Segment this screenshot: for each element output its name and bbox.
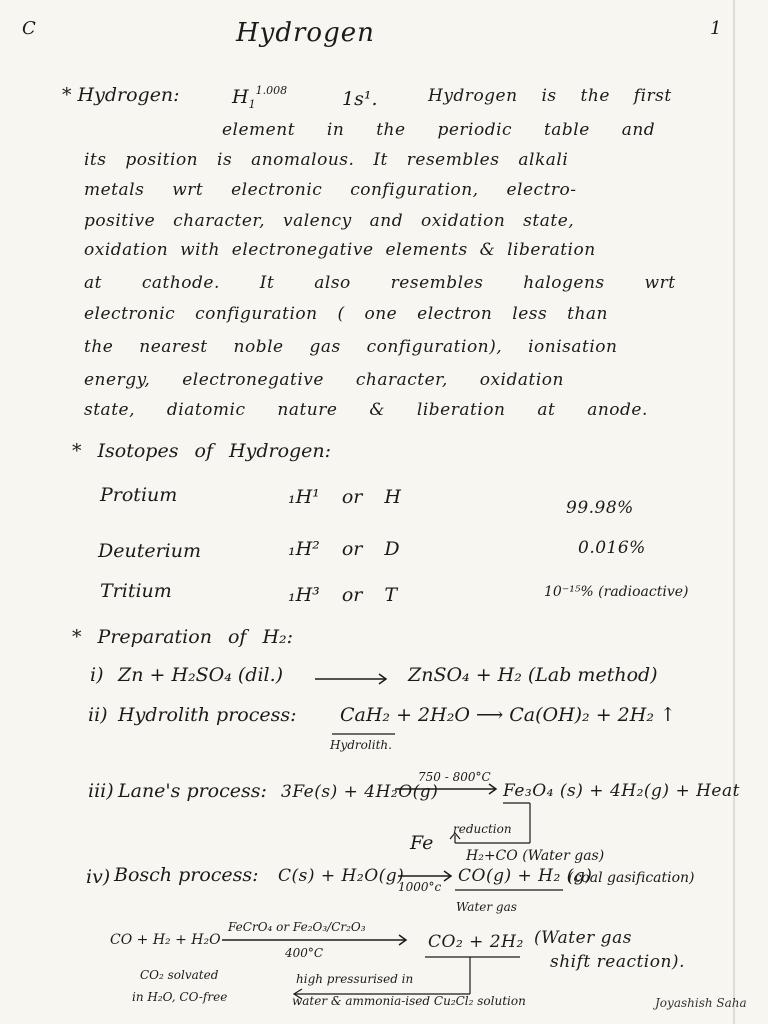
method-4-label: Bosch process:: [114, 864, 259, 886]
shift-lhs: CO + H₂ + H₂O: [110, 932, 221, 948]
symbol-text: H: [232, 86, 249, 108]
isotope-notation-tritium: ₁H³ or T: [288, 584, 398, 606]
isotope-notation-deuterium: ₁H² or D: [288, 538, 400, 560]
method-2-number: ii): [88, 704, 108, 726]
isotope-abundance-protium: 99.98%: [566, 498, 634, 518]
author-signature: Joyashish Saha: [655, 996, 747, 1010]
method-3-number: iii): [88, 780, 114, 802]
page-title: Hydrogen: [236, 18, 375, 48]
isotope-name-tritium: Tritium: [100, 580, 172, 602]
preparation-heading: * Preparation of H₂:: [72, 626, 294, 648]
method-4-lhs: C(s) + H₂O(g): [278, 866, 405, 886]
shift-left-2: in H₂O, CO-free: [132, 990, 228, 1004]
method-1-reactants: Zn + H₂SO₄ (dil.): [118, 664, 284, 686]
isotope-name-deuterium: Deuterium: [98, 540, 202, 562]
shift-left-1: CO₂ solvated: [140, 968, 219, 982]
method-3-label: Lane's process:: [118, 780, 267, 802]
intro-line-10: state, diatomic nature & liberation at anode.: [84, 400, 648, 420]
method-3-watergas: H₂+CO (Water gas): [466, 848, 605, 864]
intro-heading: * Hydrogen:: [62, 84, 180, 106]
intro-line-0: Hydrogen is the first: [428, 86, 672, 106]
isotope-notation-protium: ₁H¹ or H: [288, 486, 401, 508]
isotopes-heading: * Isotopes of Hydrogen:: [72, 440, 332, 462]
intro-line-7: electronic configuration ( one electron less than: [84, 304, 608, 324]
method-3-fe: Fe: [410, 832, 434, 854]
method-4-under: Water gas: [456, 900, 517, 914]
intro-line-4: positive character, valency and oxidation state,: [84, 211, 575, 231]
method-1-products: ZnSO₄ + H₂ (Lab method): [408, 664, 658, 686]
intro-line-2: its position is anomalous. It resembles alkali: [84, 150, 569, 170]
method-3-lhs: 3Fe(s) + 4H₂O(g): [281, 782, 439, 802]
intro-line-3: metals wrt electronic configuration, electro-: [84, 180, 577, 200]
isotope-abundance-tritium: 10⁻¹⁵% (radioactive): [544, 584, 689, 600]
isotope-name-protium: Protium: [100, 484, 178, 506]
intro-line-5: oxidation with electronegative elements & liberation: [84, 240, 596, 260]
intro-line-6: at cathode. It also resembles halogens wrt: [84, 273, 676, 293]
atomic-mass: 1.008: [255, 84, 288, 97]
method-4-number: iv): [86, 866, 111, 888]
intro-line-9: energy, electronegative character, oxidation: [84, 370, 564, 390]
method-4-rhs: CO(g) + H₂ (g): [458, 866, 593, 886]
hydrogen-symbol: $H_1^{1.008}$: [232, 84, 288, 111]
shift-note-1: (Water gas: [534, 928, 632, 948]
intro-line-8: the nearest noble gas configuration), ionisation: [84, 337, 618, 357]
shift-note-2: shift reaction).: [550, 952, 685, 972]
method-2-label: Hydrolith process:: [118, 704, 297, 726]
shift-catalyst: FeCrO₄ or Fe₂O₃/Cr₂O₃: [228, 920, 366, 934]
intro-line-1: element in the periodic table and: [222, 120, 656, 140]
method-1-number: i): [90, 664, 104, 686]
electron-config: 1s¹.: [342, 88, 378, 110]
method-4-condition: 1000°c: [398, 880, 442, 894]
method-3-reduction: reduction: [453, 822, 512, 836]
method-2-note: Hydrolith.: [330, 738, 392, 752]
corner-letter: C: [22, 18, 36, 39]
method-3-condition: 750 - 800°C: [418, 770, 491, 784]
shift-rhs: CO₂ + 2H₂: [428, 932, 524, 952]
method-4-note: (coal gasification): [568, 870, 695, 886]
method-2-equation: CaH₂ + 2H₂O ⟶ Ca(OH)₂ + 2H₂ ↑: [340, 704, 676, 726]
page-number: 1: [710, 18, 722, 39]
method-3-rhs: Fe₃O₄ (s) + 4H₂(g) + Heat: [503, 781, 740, 801]
shift-temp: 400°C: [285, 946, 324, 960]
shift-mid-1: high pressurised in: [296, 972, 414, 986]
shift-mid-2: water & ammonia-ised Cu₂Cl₂ solution: [292, 994, 526, 1008]
isotope-abundance-deuterium: 0.016%: [578, 538, 646, 558]
